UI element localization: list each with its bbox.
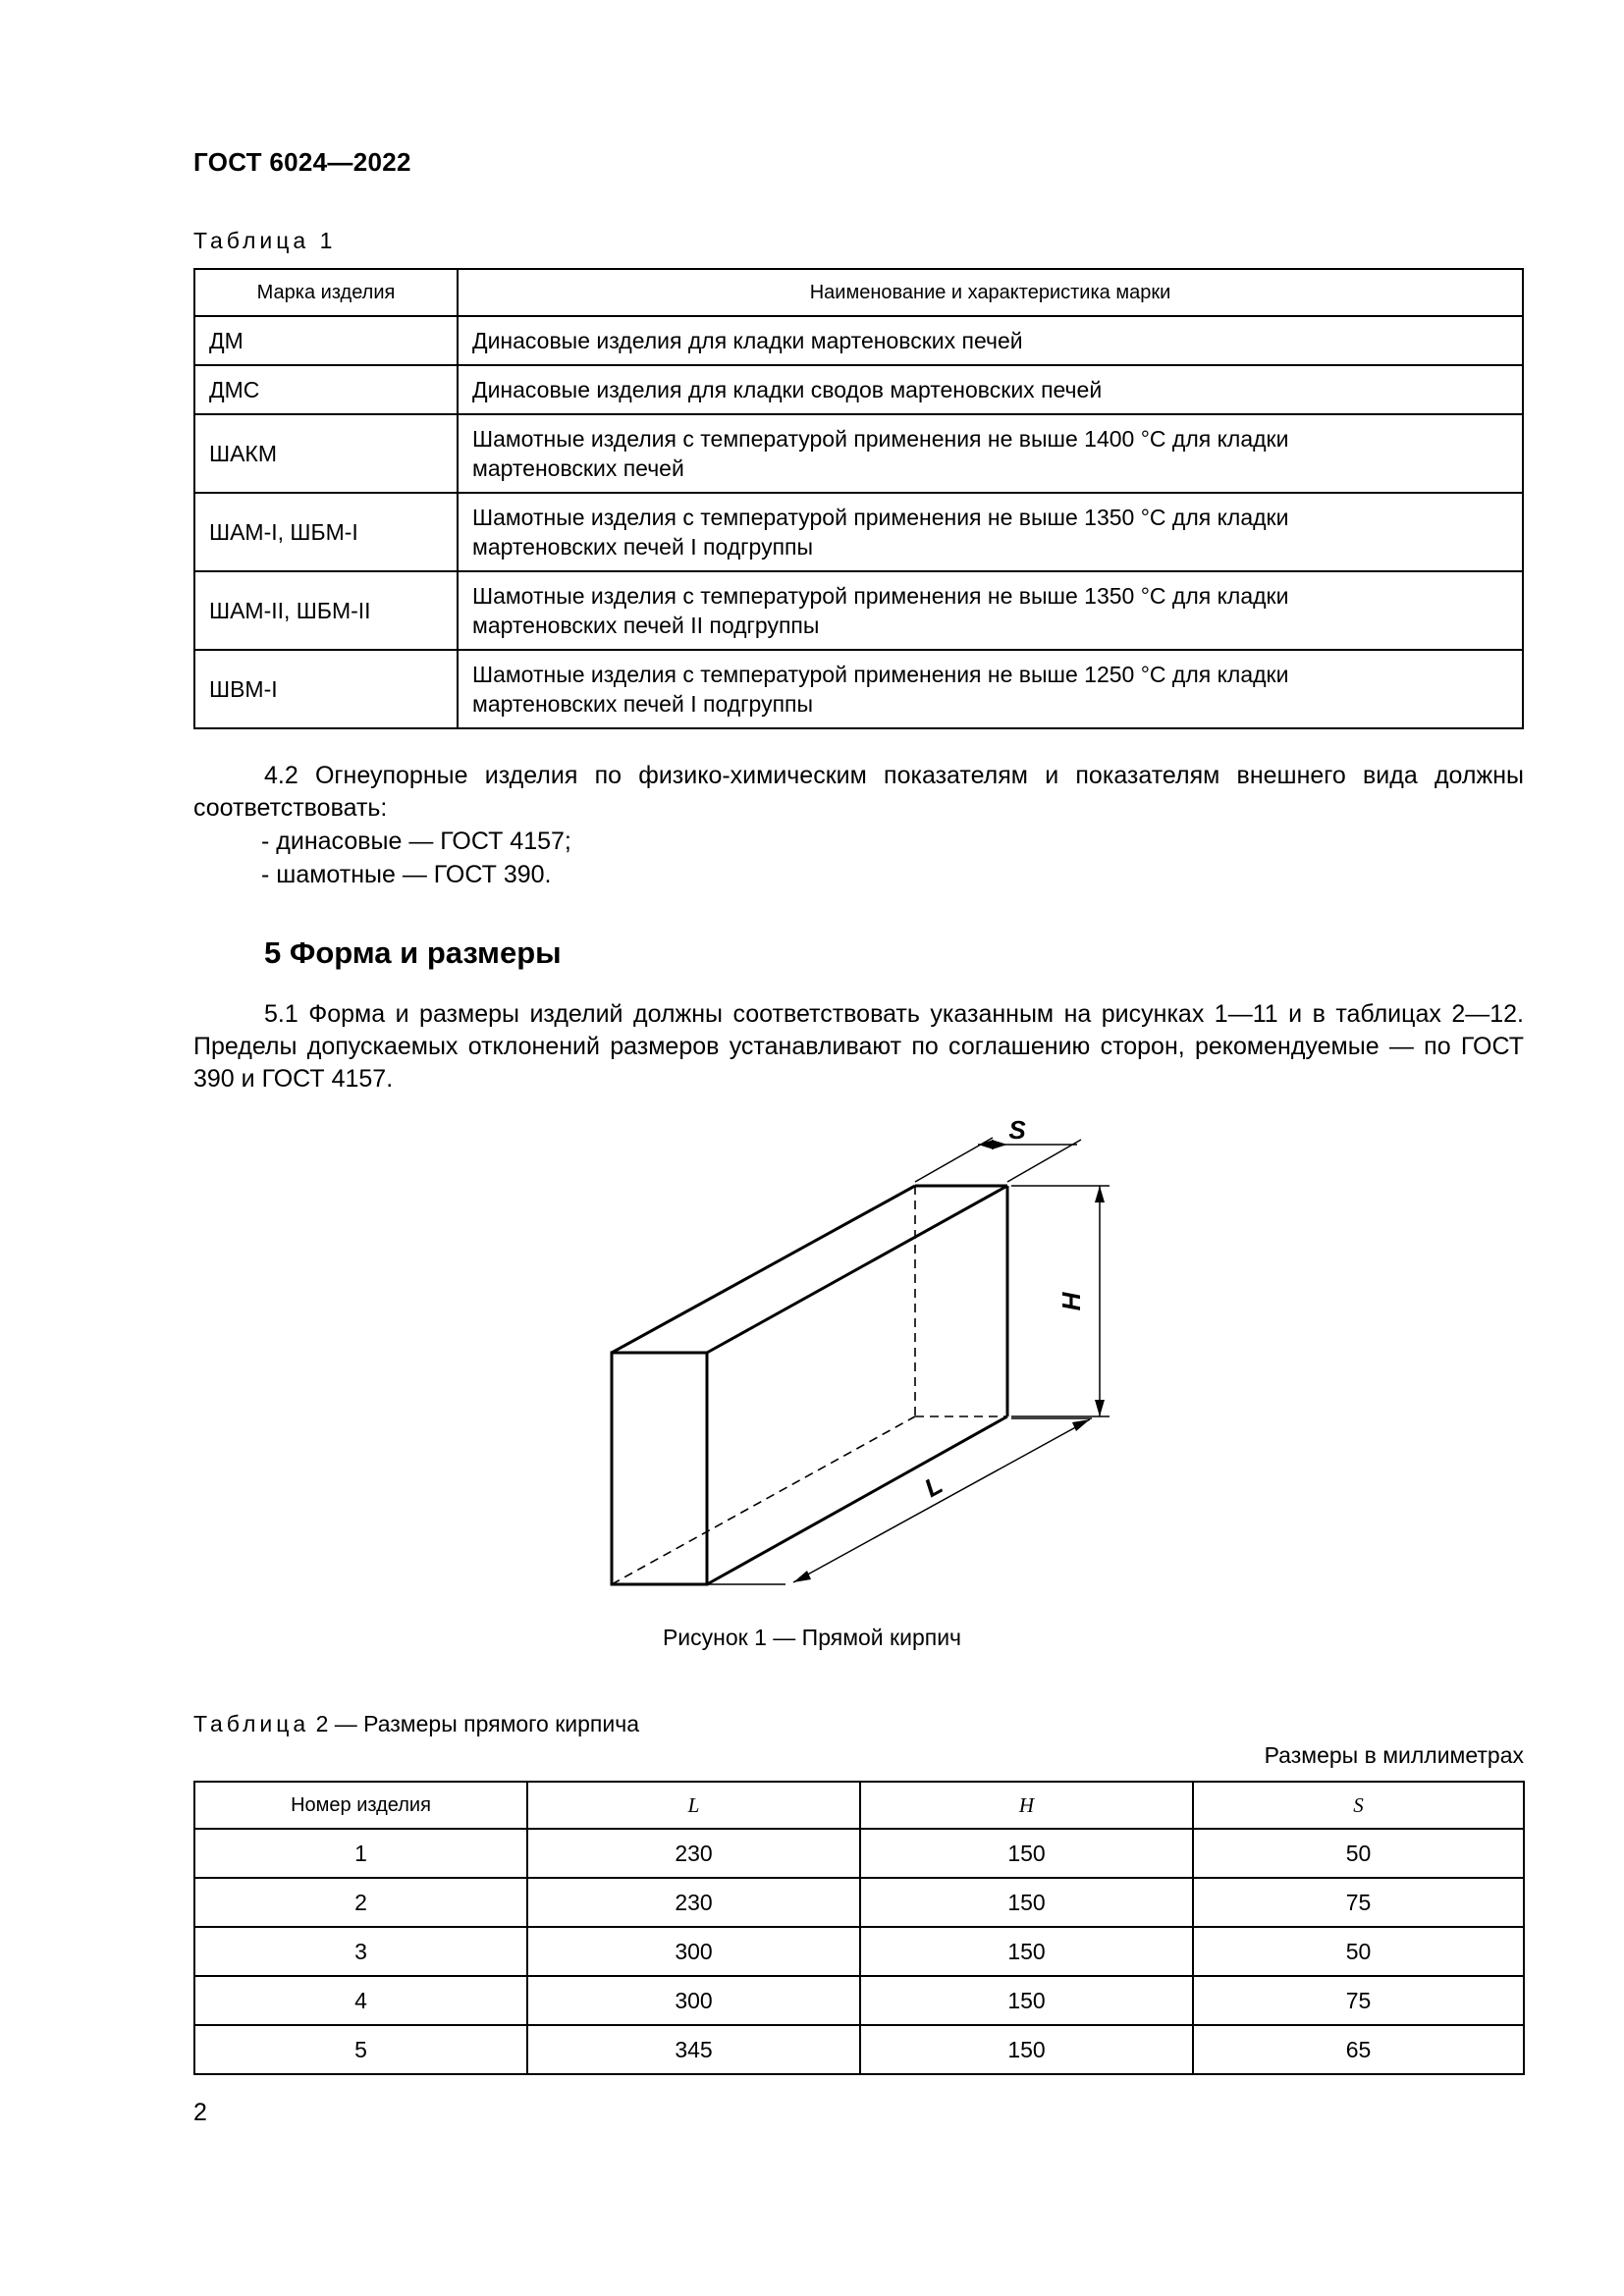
description-line: мартеновских печей I подгруппы <box>472 534 814 560</box>
table-row <box>194 1976 1524 2025</box>
s-extension-line-right <box>1007 1140 1081 1182</box>
description-line: Шамотные изделия с температурой применения не выше 1400 °С для кладки <box>472 426 1289 452</box>
table2-header-h: H <box>860 1782 1193 1829</box>
description-line: мартеновских печей <box>472 455 684 481</box>
table2-caption-title: 2 — Размеры прямого кирпича <box>309 1711 640 1736</box>
brick-solid-edges <box>612 1186 1007 1584</box>
figure-1-caption: Рисунок 1 — Прямой кирпич <box>662 1625 962 1650</box>
table1-cell-description <box>458 414 1523 493</box>
table2-cell: 150 <box>860 1976 1193 2025</box>
paragraph-5-1 <box>193 998 1524 1095</box>
list-item: - динасовые — ГОСТ 4157; <box>261 828 571 855</box>
paragraph-5-1-text: 5.1 Форма и размеры изделий должны соответствовать указанным на рисунках 1—11 и в таблицах 2—12. Пределы допускаемых отклонений размеров устанавливают по соглашению сторон, рекомендуемые — по ГОСТ 390 и ГОСТ 4157. <box>193 1000 1524 1093</box>
table2-cell: 150 <box>860 1927 1193 1976</box>
table2-cell: 230 <box>527 1829 860 1878</box>
table2-header-row <box>194 1782 1524 1829</box>
table1-cell-description <box>458 365 1523 414</box>
l-dimension-line <box>793 1419 1090 1582</box>
l-arrow-bottom <box>793 1571 811 1582</box>
table-row <box>194 493 1523 571</box>
table2-cell: 150 <box>860 1829 1193 1878</box>
dimension-label-h: H <box>1056 1292 1086 1311</box>
table2-cell: 50 <box>1193 1829 1524 1878</box>
table-row <box>194 1927 1524 1976</box>
table1-cell-mark: ШАМ-I, ШБМ-I <box>194 493 458 571</box>
table-row <box>194 414 1523 493</box>
table1-cell-mark: ШВМ-I <box>194 650 458 728</box>
table2-cell: 1 <box>194 1829 527 1878</box>
table-row <box>194 1878 1524 1927</box>
table2 <box>193 1781 1525 2075</box>
table2-cell: 345 <box>527 2025 860 2074</box>
hidden-bottom-left-edge <box>612 1416 915 1584</box>
table1-header-description: Наименование и характеристика марки <box>458 269 1523 316</box>
description-line: Динасовые изделия для кладки мартеновских печей <box>472 328 1023 353</box>
table1-cell-description <box>458 493 1523 571</box>
s-arrow-right <box>992 1140 1007 1149</box>
figure-1-brick-drawing <box>589 1109 1119 1600</box>
dimension-label-l: L <box>919 1469 947 1504</box>
table-row <box>194 1829 1524 1878</box>
brick-top-left-edge <box>612 1186 915 1353</box>
dimension-arrows <box>793 1140 1105 1582</box>
table2-cell: 300 <box>527 1976 860 2025</box>
table2-header-s: S <box>1193 1782 1524 1829</box>
table2-cell: 5 <box>194 2025 527 2074</box>
table2-cell: 75 <box>1193 1976 1524 2025</box>
description-line: мартеновских печей I подгруппы <box>472 691 814 717</box>
description-line: мартеновских печей II подгруппы <box>472 613 820 638</box>
table-row <box>194 316 1523 365</box>
table1-cell-description <box>458 571 1523 650</box>
section-5-heading: 5 Форма и размеры <box>264 935 562 970</box>
table2-cell: 300 <box>527 1927 860 1976</box>
description-line: Шамотные изделия с температурой применения не выше 1350 °С для кладки <box>472 583 1289 609</box>
table2-header-number: Номер изделия <box>194 1782 527 1829</box>
document-code-header: ГОСТ 6024—2022 <box>193 147 411 177</box>
table2-units-note: Размеры в миллиметрах <box>1264 1742 1524 1768</box>
table2-cell: 230 <box>527 1878 860 1927</box>
table1 <box>193 268 1524 729</box>
table1-cell-description <box>458 650 1523 728</box>
table2-caption-word: Таблица <box>193 1711 310 1736</box>
table1-cell-mark: ШАКМ <box>194 414 458 493</box>
table-row <box>194 650 1523 728</box>
paragraph-4-2-text: 4.2 Огнеупорные изделия по физико-химическим показателям и показателям внешнего вида должны соответствовать: <box>193 762 1524 822</box>
table2-cell: 2 <box>194 1878 527 1927</box>
table2-cell: 75 <box>1193 1878 1524 1927</box>
table1-cell-mark: ДМ <box>194 316 458 365</box>
description-line: Динасовые изделия для кладки сводов мартеновских печей <box>472 377 1103 402</box>
dimension-label-s: S <box>1008 1115 1026 1145</box>
h-arrow-bottom <box>1095 1400 1105 1416</box>
brick-bottom-edge <box>707 1416 1007 1584</box>
dimension-lines <box>707 1138 1110 1584</box>
table2-cell: 65 <box>1193 2025 1524 2074</box>
list-item: - шамотные — ГОСТ 390. <box>261 861 552 888</box>
h-arrow-top <box>1095 1186 1105 1202</box>
paragraph-4-2 <box>193 760 1524 825</box>
table1-header-mark: Марка изделия <box>194 269 458 316</box>
table2-header-l: L <box>527 1782 860 1829</box>
table2-cell: 150 <box>860 2025 1193 2074</box>
table2-cell: 150 <box>860 1878 1193 1927</box>
table1-caption: Таблица 1 <box>193 228 337 253</box>
brick-front-face <box>612 1353 707 1584</box>
l-arrow-top <box>1072 1419 1090 1431</box>
table1-cell-mark: ШАМ-II, ШБМ-II <box>194 571 458 650</box>
table-row <box>194 571 1523 650</box>
brick-top-right-edge <box>707 1186 1007 1353</box>
table1-cell-mark: ДМС <box>194 365 458 414</box>
table-row <box>194 2025 1524 2074</box>
description-line: Шамотные изделия с температурой применения не выше 1350 °С для кладки <box>472 505 1289 530</box>
table2-cell: 4 <box>194 1976 527 2025</box>
brick-hidden-edges <box>612 1186 1007 1584</box>
table1-header-row <box>194 269 1523 316</box>
table2-cell: 3 <box>194 1927 527 1976</box>
description-line: Шамотные изделия с температурой применения не выше 1250 °С для кладки <box>472 662 1289 687</box>
table-row <box>194 365 1523 414</box>
page-number: 2 <box>193 2099 207 2126</box>
table2-cell: 50 <box>1193 1927 1524 1976</box>
table1-cell-description <box>458 316 1523 365</box>
table2-caption <box>193 1711 639 1737</box>
